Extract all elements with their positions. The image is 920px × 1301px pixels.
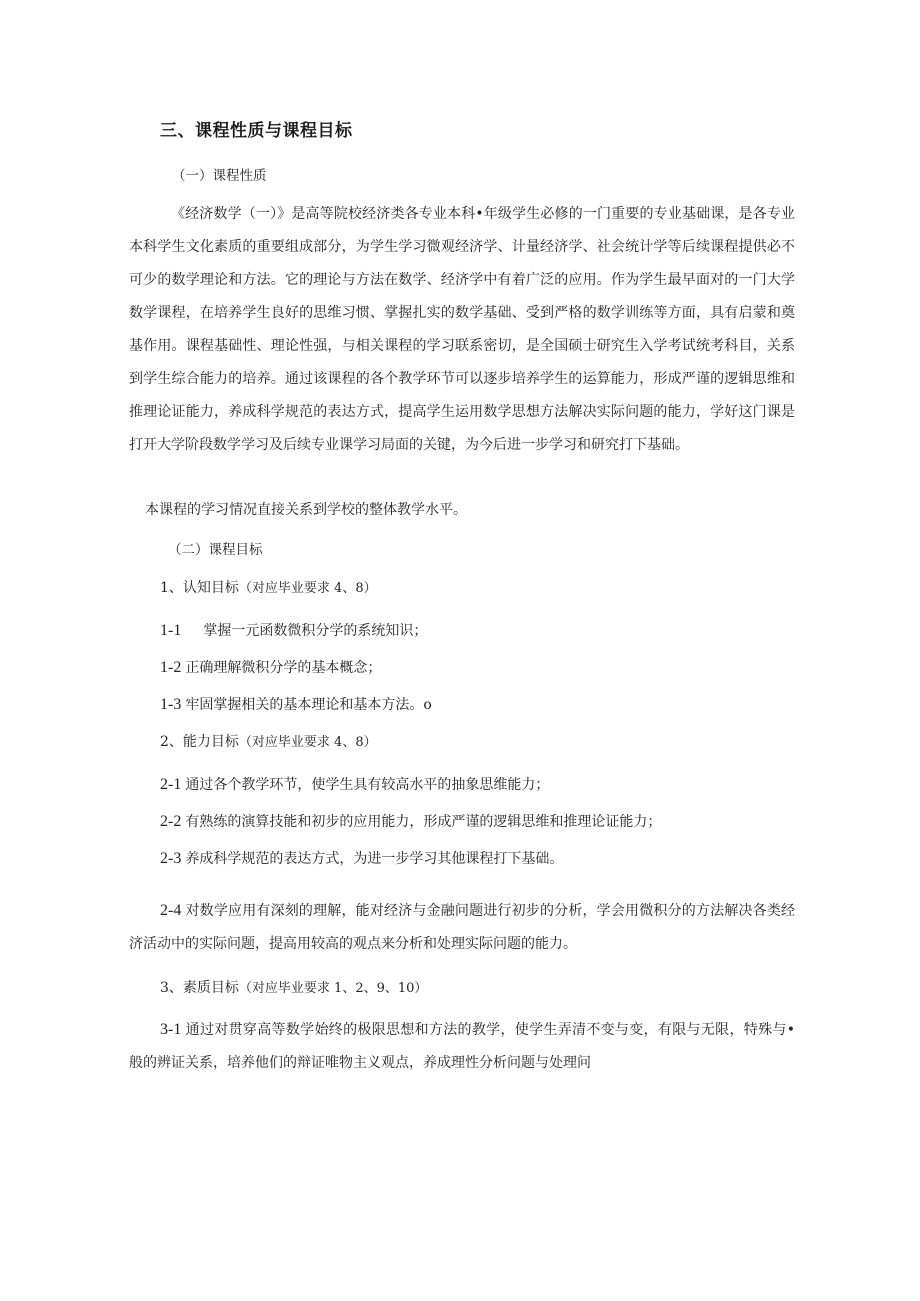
nature-subheading: （一）课程性质: [172, 168, 267, 184]
goal-item-number: 3-1: [160, 1021, 182, 1038]
section-heading: 三、课程性质与课程目标: [160, 121, 353, 141]
goal-item-text: 通过对贯穿高等数学始终的极限思想和方法的教学，使学生弄清不变与变，有限与无限，特殊与•般的辨证关系，培养他们的辩证唯物主义观点，养成理性分析问题与处理问: [129, 1022, 795, 1071]
goal-item-number: 2-1: [160, 776, 182, 793]
goals-subheading: （二）课程目标: [168, 542, 263, 558]
goal-item-1-3: [160, 694, 432, 714]
goal-item-number: 2-4: [160, 902, 182, 919]
ability-goal-heading: [160, 731, 377, 751]
cognitive-goal-label: 1、认知目标: [160, 580, 239, 596]
goal-item-number: 2-3: [160, 850, 182, 867]
ability-goal-requirement: （对应毕业要求 4、8）: [238, 735, 377, 750]
goal-item-2-3: [160, 848, 563, 868]
goal-item-3-1: [129, 1013, 795, 1080]
goal-item-text: 正确理解微积分学的基本概念；: [185, 660, 382, 676]
goal-item-2-1: [160, 774, 549, 794]
quality-goal-heading: [160, 977, 427, 997]
goal-item-2-4: [129, 894, 795, 961]
goal-item-1-2: [160, 657, 381, 677]
goal-item-text: 通过各个教学环节，使学生具有较高水平的抽象思维能力；: [185, 777, 550, 793]
goal-item-text: 对数学应用有深刻的理解，能对经济与金融问题进行初步的分析，学会用微积分的方法解决各类经济活动中的实际问题，提高用较高的观点来分析和处理实际问题的能力。: [129, 903, 795, 952]
nature-paragraph: 《经济数学（一）》是高等院校经济类各专业本科•年级学生必修的一门重要的专业基础课，是各专业本科学生文化素质的重要组成部分，为学生学习微观经济学、计量经济学、社会统计学等后续课程提供必不可少的数学理论和方法。它的理论与方法在数学、经济学中有着广泛的应用。作为学生最早面对的一门大学数学课程，在培养学生良好的思维习惯、掌握扎实的数学基础、受到严格的数学训练等方面，具有启蒙和奠基作用。课程基础性、理论性强，与相关课程的学习联系密切，是全国硕士研究生入学考试统考科目，关系到学生综合能力的培养。通过该课程的各个教学环节可以逐步培养学生的运算能力，形成严谨的逻辑思维和推理论证能力，养成科学规范的表达方式，提高学生运用数学思想方法解决实际问题的能力，学好这门课是打开大学阶段数学学习及后续专业课学习局面的关键，为今后进一步学习和研究打下基础。: [129, 206, 795, 453]
quality-goal-requirement: （对应毕业要求 1、2、9、10）: [238, 981, 428, 996]
goal-item-text: 掌握一元函数微积分学的系统知识；: [203, 623, 428, 639]
goal-item-1-1: [160, 620, 427, 640]
goal-item-number: 1-3: [160, 696, 182, 713]
quality-goal-label: 3、素质目标: [160, 980, 239, 996]
cognitive-goal-requirement: （对应毕业要求 4、8）: [238, 581, 377, 596]
goal-item-number: 1-1: [160, 622, 182, 639]
nature-summary-paragraph: 本课程的学习情况直接关系到学校的整体教学水平。: [145, 502, 467, 518]
goal-item-number: 1-2: [160, 659, 182, 676]
cognitive-goal-heading: [160, 577, 377, 597]
ability-goal-label: 2、能力目标: [160, 734, 239, 750]
goal-item-text: 养成科学规范的表达方式，为进一步学习其他课程打下基础。: [185, 851, 564, 867]
goal-item-2-2: [160, 811, 661, 831]
goal-item-text: 牢固掌握相关的基本理论和基本方法。o: [185, 697, 432, 713]
goal-item-text: 有熟练的演算技能和初步的应用能力，形成严谨的逻辑思维和推理论证能力；: [185, 814, 662, 830]
goal-item-number: 2-2: [160, 813, 182, 830]
